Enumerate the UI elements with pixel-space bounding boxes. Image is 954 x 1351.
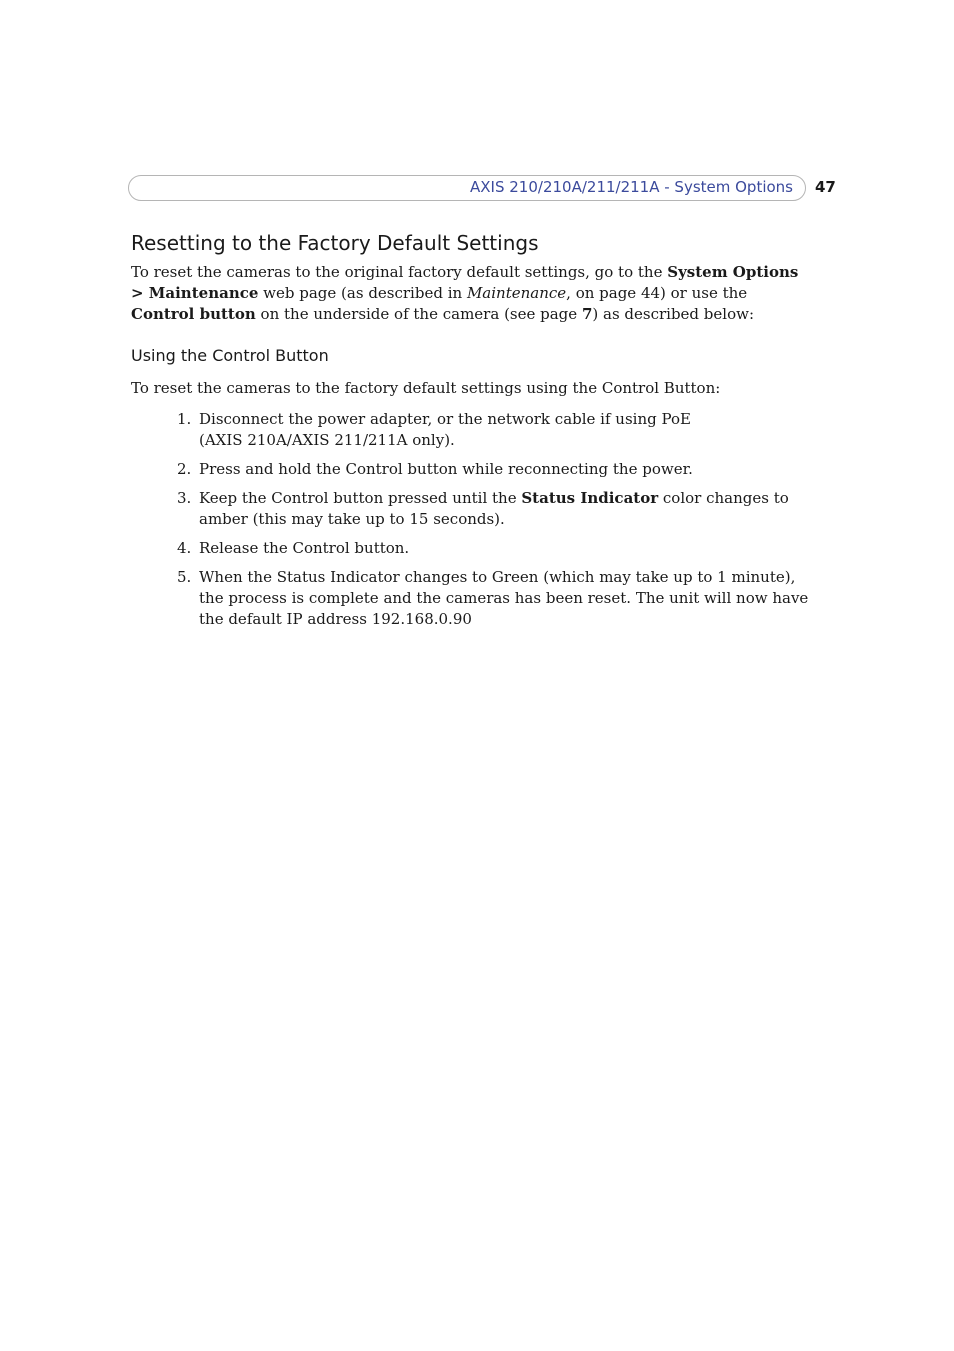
subsection-heading: Using the Control Button xyxy=(131,346,329,365)
list-item xyxy=(131,459,811,480)
step-text: When the Status Indicator changes to Green (which may take up to 1 minute), the process is complete and the cameras has been reset. The unit will now have the default IP address 192.168.0.90 xyxy=(199,568,809,628)
subsection-intro: To reset the cameras to the factory default settings using the Control Button: xyxy=(131,379,721,397)
step-number: 5. xyxy=(177,568,192,586)
list-item xyxy=(131,567,811,630)
step-text: Press and hold the Control button while reconnecting the power. xyxy=(199,460,693,478)
list-item xyxy=(131,409,811,451)
step-text: Disconnect the power adapter, or the network cable if using PoE xyxy=(199,410,691,428)
intro-text: To reset the cameras to the original factory default settings, go to the xyxy=(131,263,668,281)
list-item xyxy=(131,538,811,559)
intro-text: , on page 44) or use the xyxy=(566,284,748,302)
header-title: AXIS 210/210A/211/211A - System Options xyxy=(470,178,793,196)
intro-reference: Maintenance xyxy=(466,284,567,302)
step-text: color changes to amber (this may take up to 15 seconds). xyxy=(199,489,789,528)
step-number: 2. xyxy=(177,460,192,478)
running-header xyxy=(128,175,806,201)
intro-text: ) as described below: xyxy=(592,305,754,323)
step-text: (AXIS 210A/AXIS 211/211A only). xyxy=(199,431,455,449)
intro-control-button: Control button xyxy=(131,305,256,323)
step-number: 3. xyxy=(177,489,192,507)
intro-text: on the underside of the camera (see page xyxy=(255,305,582,323)
step-text: Keep the Control button pressed until the xyxy=(199,489,522,507)
page-number: 47 xyxy=(815,178,836,196)
step-number: 1. xyxy=(177,410,192,428)
steps-list xyxy=(131,409,811,630)
section-heading: Resetting to the Factory Default Settings xyxy=(131,231,539,255)
list-item xyxy=(131,488,811,530)
status-indicator-term: Status Indicator xyxy=(521,489,659,507)
intro-page-ref: 7 xyxy=(581,305,593,323)
step-text: Release the Control button. xyxy=(199,539,410,557)
step-number: 4. xyxy=(177,539,192,557)
page-content xyxy=(131,228,811,638)
section-intro xyxy=(131,262,811,325)
intro-text: web page (as described in xyxy=(258,284,467,302)
intro-menu-path: System Options > Maintenance xyxy=(131,263,799,302)
